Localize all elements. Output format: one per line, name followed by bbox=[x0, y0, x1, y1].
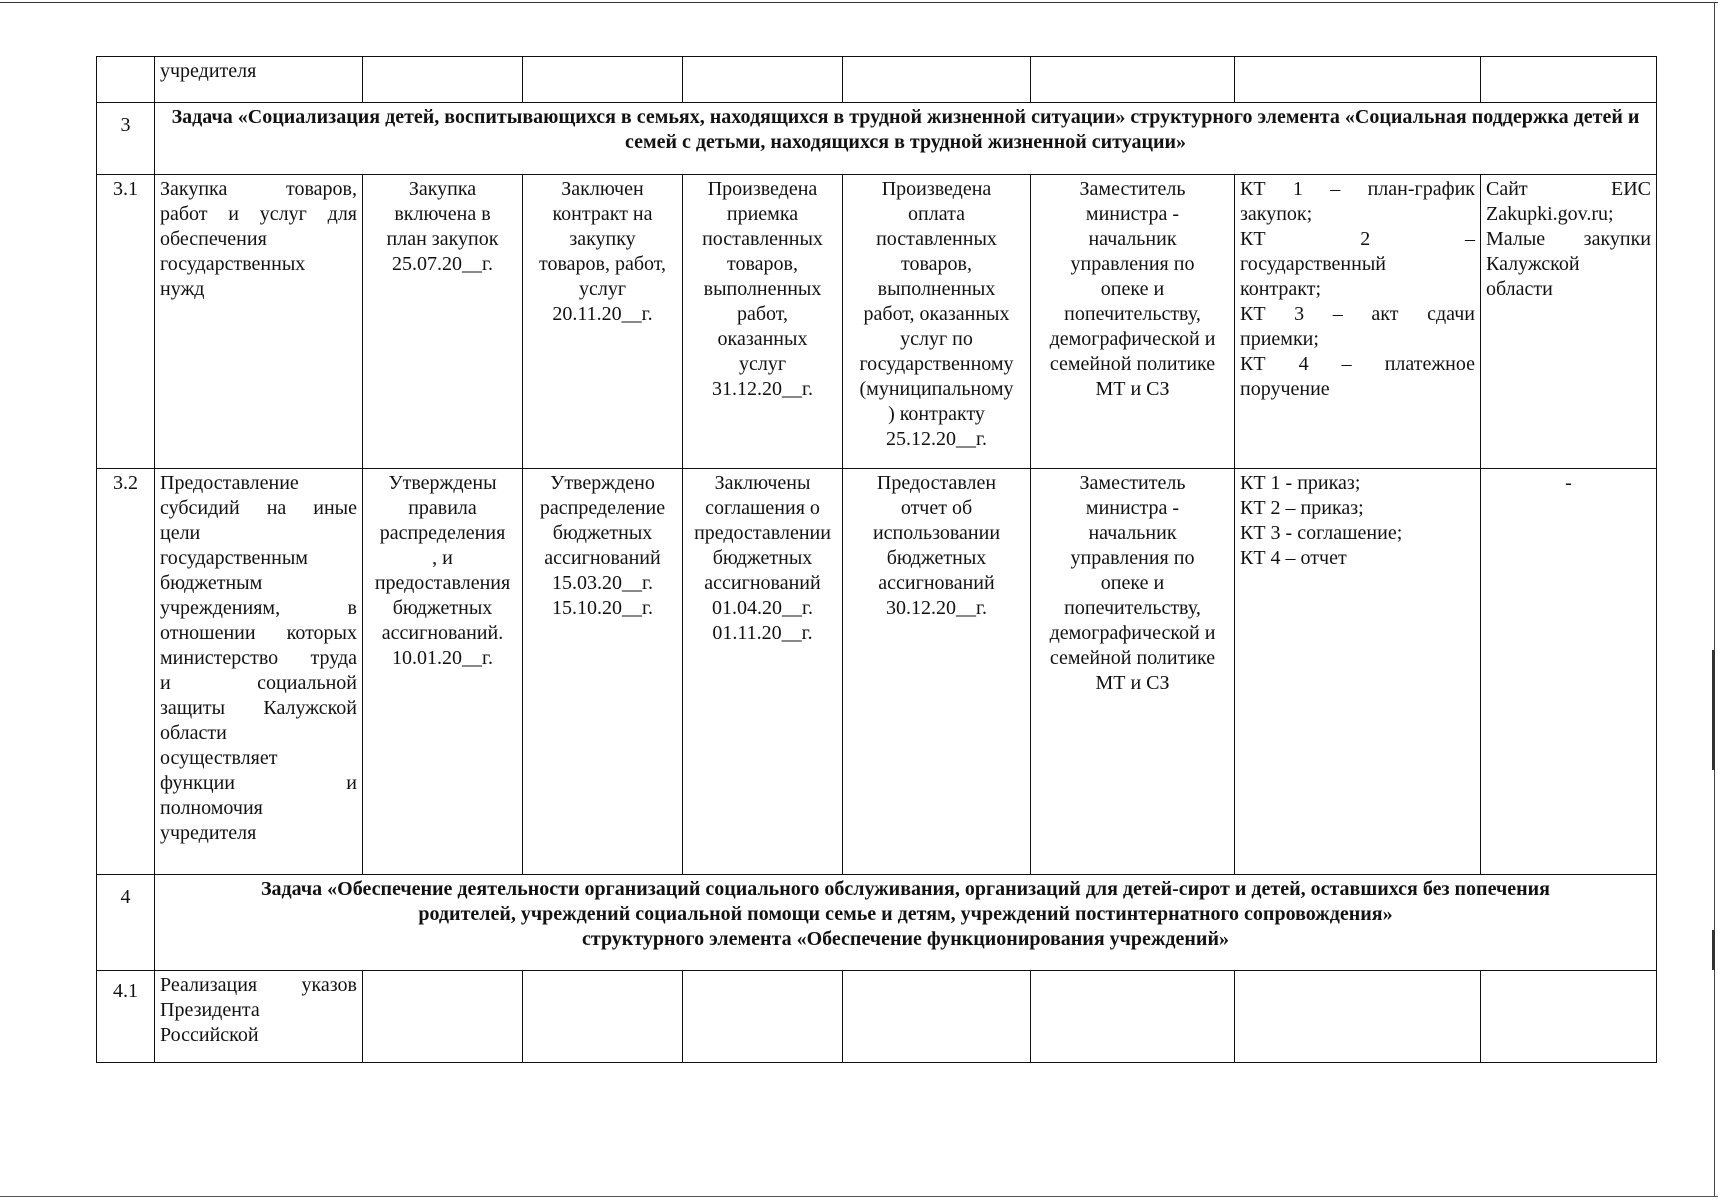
cell-event-name: Закупка товаров, работ и услуг для обеспечения государственных нужд bbox=[155, 175, 363, 469]
row-number: 3.1 bbox=[97, 175, 155, 469]
task-number: 4 bbox=[97, 875, 155, 971]
cell-empty bbox=[683, 971, 843, 1063]
table-row-task-4 bbox=[97, 875, 1657, 971]
page-edge-right bbox=[1714, 2, 1715, 1196]
task-number: 3 bbox=[97, 103, 155, 175]
cell-event-name: Реализация указов Президента Российской bbox=[155, 971, 363, 1063]
plan-table bbox=[96, 56, 1657, 1063]
cell-empty bbox=[1481, 57, 1657, 103]
cell-confirming-documents: КТ 1 - приказ; КТ 2 – приказ; КТ 3 - соглашение; КТ 4 – отчет bbox=[1235, 469, 1481, 875]
cell-empty bbox=[843, 971, 1031, 1063]
cell-empty bbox=[1235, 971, 1481, 1063]
cell-event-name: Предоставление субсидий на иные цели государственным бюджетным учреждениям, в отношении которых министерство труда и социальной защиты Калужской области осуществляет функции и полномочия учредителя bbox=[155, 469, 363, 875]
cell-control-point-2: Заключен контракт на закупку товаров, работ, услуг 20.11.20__г. bbox=[523, 175, 683, 469]
table-row-4-1 bbox=[97, 971, 1657, 1063]
table-row-3-1 bbox=[97, 175, 1657, 469]
cell-name: учредителя bbox=[155, 57, 363, 103]
cell-control-point-1: Утверждены правила распределения , и предоставления бюджетных ассигнований. 10.01.20__г. bbox=[363, 469, 523, 875]
cell-info-system: Сайт ЕИС Zakupki.gov.ru; Малые закупки Калужской области bbox=[1481, 175, 1657, 469]
cell-empty bbox=[843, 57, 1031, 103]
page-edge-top bbox=[0, 2, 1718, 3]
cell-num bbox=[97, 57, 155, 103]
page-edge-bottom bbox=[0, 1196, 1718, 1197]
cell-control-point-3: Заключены соглашения о предоставлении бюджетных ассигнований 01.04.20__г. 01.11.20__г. bbox=[683, 469, 843, 875]
row-number: 4.1 bbox=[97, 971, 155, 1063]
cell-empty bbox=[363, 57, 523, 103]
cell-empty bbox=[1031, 57, 1235, 103]
scan-edge-mark bbox=[1712, 650, 1715, 770]
cell-empty bbox=[683, 57, 843, 103]
cell-control-point-2: Утверждено распределение бюджетных ассигнований 15.03.20__г. 15.10.20__г. bbox=[523, 469, 683, 875]
cell-confirming-documents: КТ 1 – план-график закупок; КТ 2 – государственный контракт; КТ 3 – акт сдачи приемки; КТ 4 – платежное поручение bbox=[1235, 175, 1481, 469]
cell-info-system: - bbox=[1481, 469, 1657, 875]
cell-control-point-4: Произведена оплата поставленных товаров, выполненных работ, оказанных услуг по государственному (муниципальному ) контракту 25.12.20__г. bbox=[843, 175, 1031, 469]
cell-control-point-3: Произведена приемка поставленных товаров, выполненных работ, оказанных услуг 31.12.20__г. bbox=[683, 175, 843, 469]
cell-empty bbox=[523, 57, 683, 103]
cell-responsible: Заместитель министра - начальник управления по опеке и попечительству, демографической и семейной политике МТ и СЗ bbox=[1031, 175, 1235, 469]
cell-empty bbox=[1235, 57, 1481, 103]
cell-empty bbox=[523, 971, 683, 1063]
cell-empty bbox=[363, 971, 523, 1063]
cell-empty bbox=[1481, 971, 1657, 1063]
task-title: Задача «Обеспечение деятельности организаций социального обслуживания, организаций для детей-сирот и детей, оставшихся без попечения родителей, учреждений социальной помощи семье и детям, учреждений постинтернатного сопровождения» структурного элемента «Обеспечение функционирования учреждений» bbox=[155, 875, 1657, 971]
cell-responsible: Заместитель министра - начальник управления по опеке и попечительству, демографической и семейной политике МТ и СЗ bbox=[1031, 469, 1235, 875]
cell-control-point-1: Закупка включена в план закупок 25.07.20__г. bbox=[363, 175, 523, 469]
cell-empty bbox=[1031, 971, 1235, 1063]
cell-control-point-4: Предоставлен отчет об использовании бюджетных ассигнований 30.12.20__г. bbox=[843, 469, 1031, 875]
table-row-3-2 bbox=[97, 469, 1657, 875]
table-row-task-3 bbox=[97, 103, 1657, 175]
task-title: Задача «Социализация детей, воспитывающихся в семьях, находящихся в трудной жизненной ситуации» структурного элемента «Социальная поддержка детей и семей с детьми, находящихся в трудной жизненной ситуации» bbox=[155, 103, 1657, 175]
table-row-continuation bbox=[97, 57, 1657, 103]
row-number: 3.2 bbox=[97, 469, 155, 875]
scan-edge-mark bbox=[1712, 930, 1715, 970]
